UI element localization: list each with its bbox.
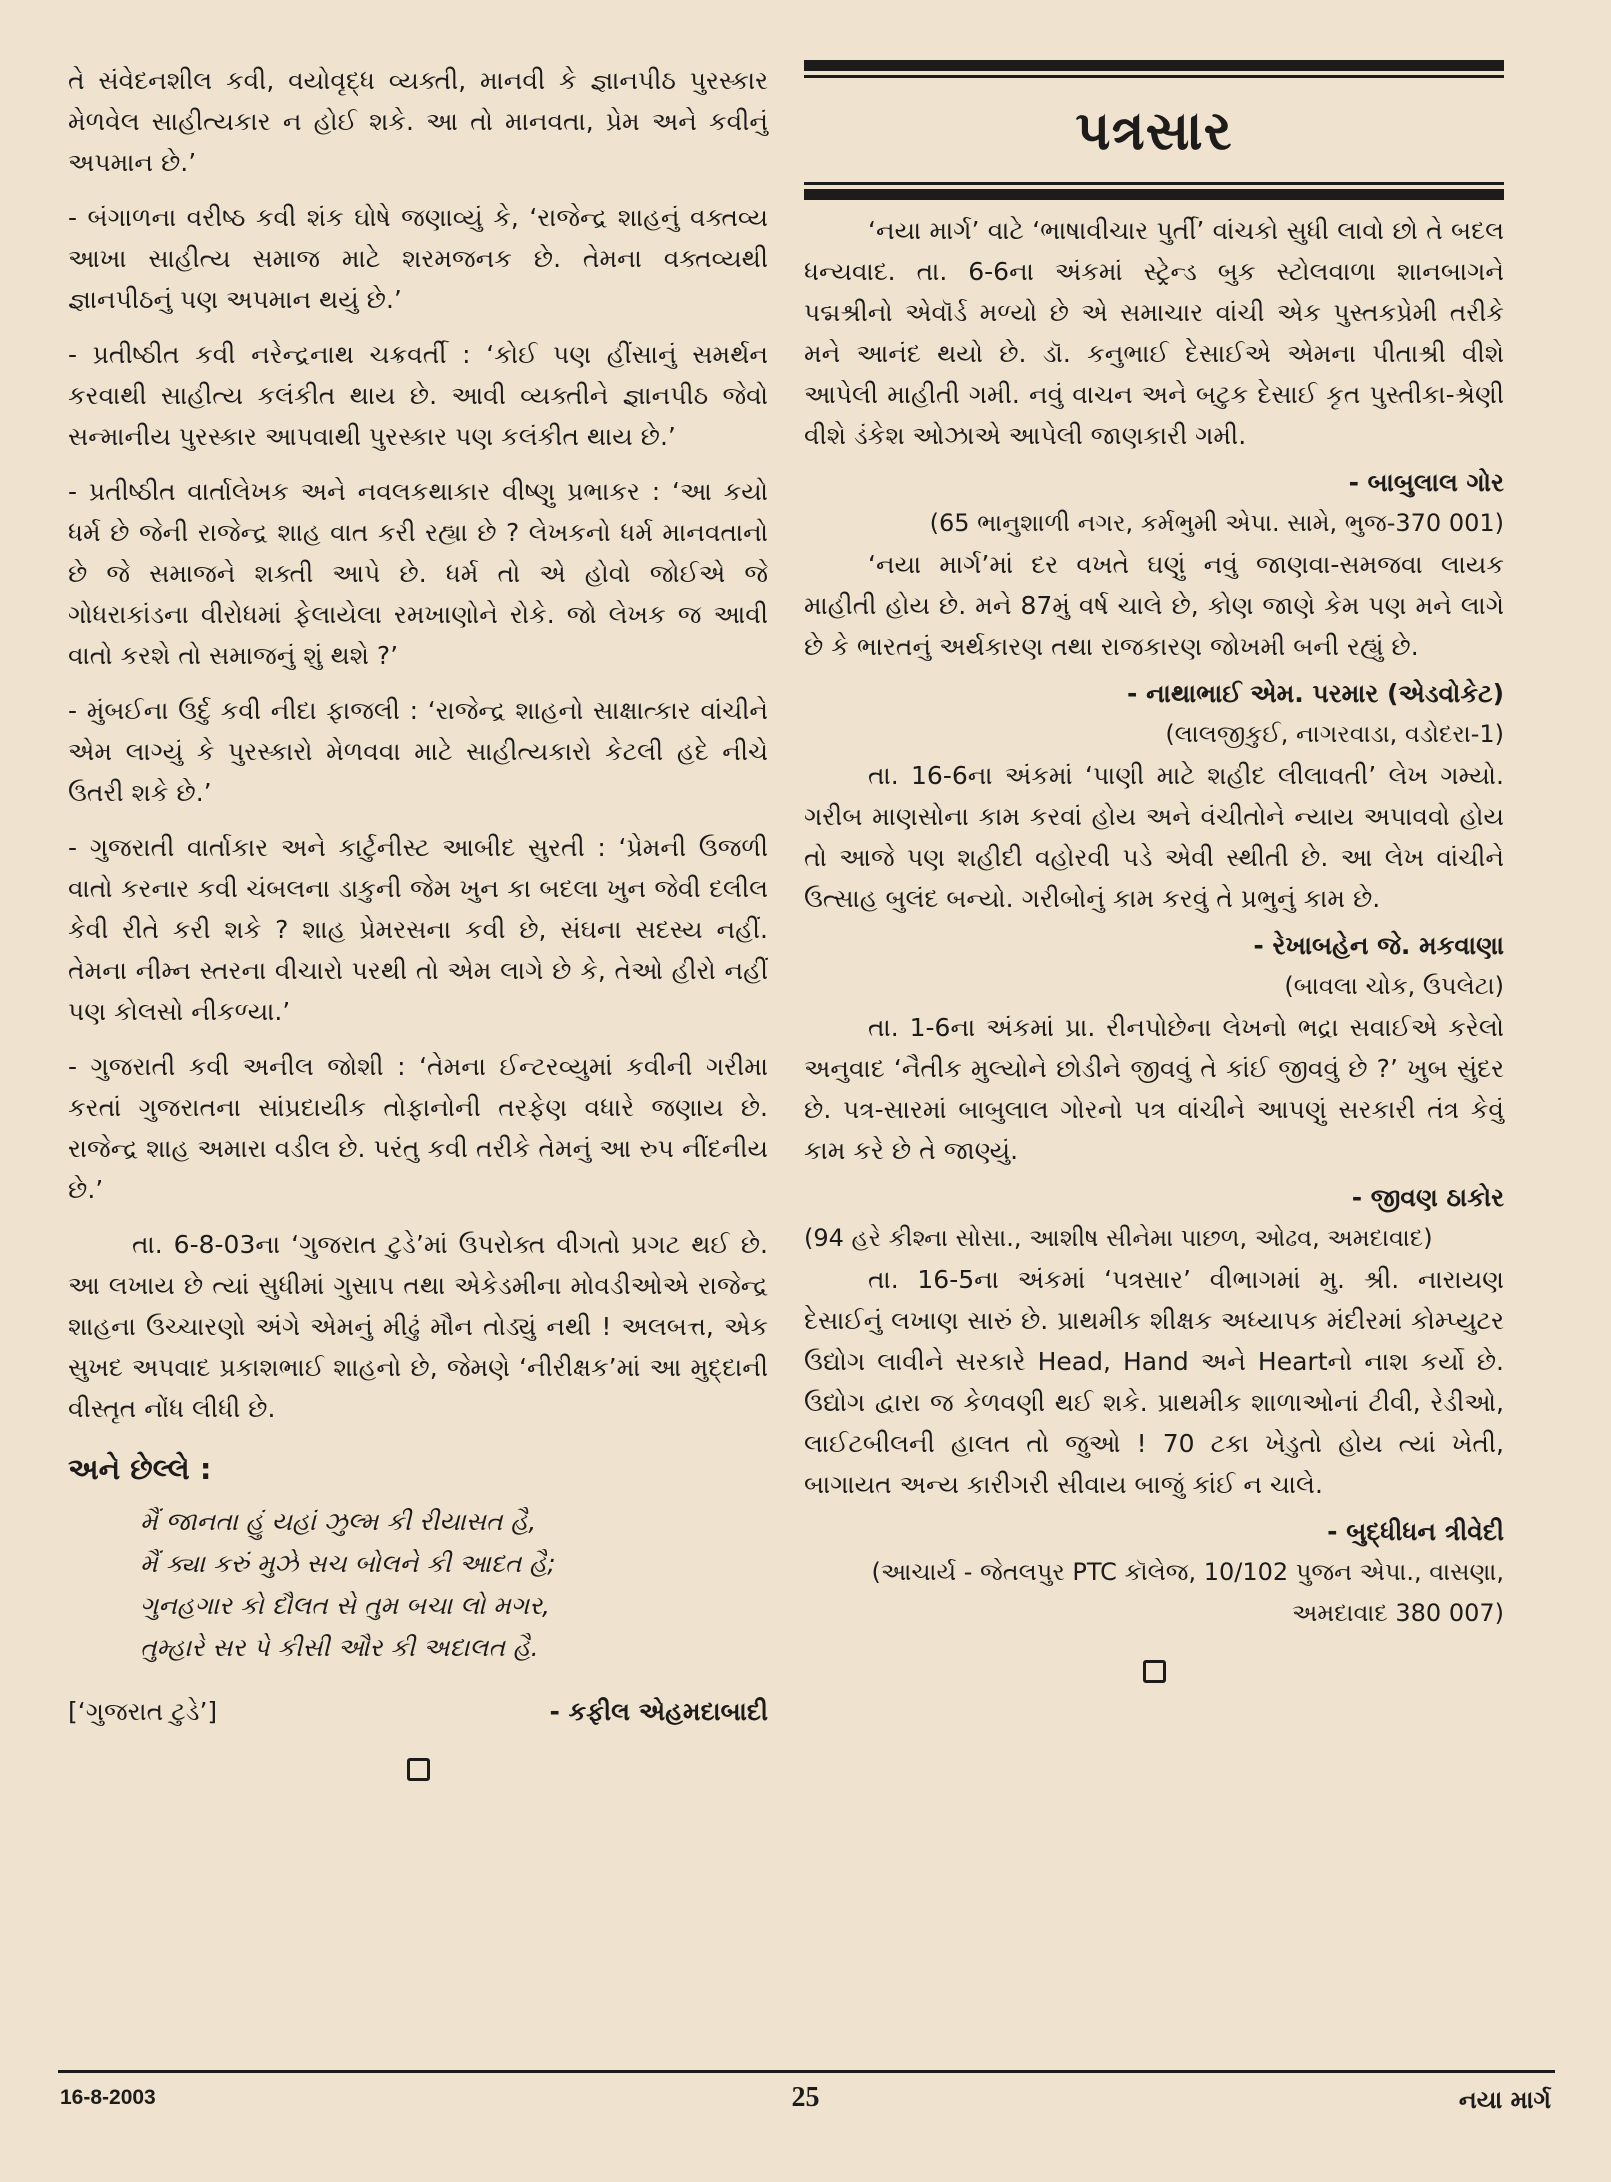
letter-signature: - બાબુલાલ ગોર [1348, 468, 1504, 497]
letter [804, 210, 1504, 544]
issue-date: 16-8-2003 [60, 2086, 156, 2109]
article-paragraph: - ગુજરાતી કવી અનીલ જોશી : ‘તેમના ઈન્ટરવ્યુમાં કવીની ગરીમા કરતાં ગુજરાતના સાંપ્રદાયીક તોફાનોની તરફેણ વધારે જણાય છે. રાજેન્દ્ર શાહ અમારા વડીલ છે. પરંતુ કવી તરીકે તેમનું આ રુપ નીંદનીય છે.’ [68, 1052, 768, 1204]
title-rule-top-thin [804, 75, 1504, 78]
letter [804, 755, 1504, 1007]
section-title: પત્રસાર [1075, 99, 1233, 162]
article-paragraph: તા. 6-8-03ના ‘ગુજરાત ટુડે’માં ઉપરોક્ત વીગતો પ્રગટ થઈ છે. આ લખાય છે ત્યાં સુધીમાં ગુસાપ તથા એકેડમીના મોવડીઓએ રાજેન્દ્ર શાહના ઉચ્ચારણો અંગે એમનું મીઢું મૌન તોડ્યું નથી ! અલબત્ત, એક સુખદ અપવાદ પ્રકાશભાઈ શાહનો છે, જેમણે ‘નીરીક્ષક’માં આ મુદ્દાની વીસ્તૃત નોંધ લીધી છે. [68, 1230, 768, 1423]
letter-signature: - બુદ્ધીધન ત્રીવેદી [1327, 1517, 1504, 1546]
letter-address: (બાવલા ચોક, ઉપલેટા) [1284, 972, 1504, 1000]
letter-text: તા. 16-6ના અંકમાં ‘પાણી માટે શહીદ લીલાવતી’ લેખ ગમ્યો. ગરીબ માણસોના કામ કરવાં હોય અને વંચીતોને ન્યાય અપાવવો હોય તો આજે પણ શહીદી વહોરવી પડે એવી સ્થીતી છે. આ લેખ વાંચીને ઉત્સાહ બુલંદ બન્યો. ગરીબોનું કામ કરવું તે પ્રભુનું કામ છે. [804, 761, 1504, 913]
left-column [68, 60, 768, 1781]
article-paragraph: - ગુજરાતી વાર્તાકાર અને કાર્ટુનીસ્ટ આબીદ સુરતી : ‘પ્રેમની ઉજળી વાતો કરનાર કવી ચંબલના ડાકુની જેમ ખુન કા બદલા ખુન જેવી દલીલ કેવી રીતે કરી શકે ? શાહ પ્રેમરસના કવી છે, સંઘના સદસ્ય નહીં. તેમના નીમ્ન સ્તરના વીચારો પરથી તો એમ લાગે છે કે, તેઓ હીરો નહીં પણ કોલસો નીકળ્યા.’ [68, 833, 768, 1026]
letter-address: (આચાર્ય - જેતલપુર PTC કૉલેજ, 10/102 પુજન એપા., વાસણા, અમદાવાદ 380 007) [871, 1558, 1504, 1627]
poem-line: તુમ્હારે સર પે કીસી ઔર કી અદાલત હૈ. [140, 1633, 539, 1662]
title-rule-bottom-thin [804, 182, 1504, 185]
poem-line: ગુનહગાર કો દૌલત સે તુમ બચા લો મગર, [140, 1591, 550, 1620]
article-paragraph: - પ્રતીષ્ઠીત વાર્તાલેખક અને નવલકથાકાર વીષ્ણુ પ્રભાકર : ‘આ કયો ધર્મ છે જેની રાજેન્દ્ર શાહ વાત કરી રહ્યા છે ? લેખકનો ધર્મ માનવતાનો છે જે સમાજને શક્તી આપે છે. ધર્મ તો એ હોવો જોઈએ જે ગોધરાકાંડના વીરોધમાં ફેલાયેલા રમખાણોને રોકે. જો લેખક જ આવી વાતો કરશે તો સમાજનું શું થશે ?’ [68, 477, 768, 670]
poem-source: [‘ગુજરાત ટુડે’] [68, 1697, 218, 1726]
footer-rule [58, 2070, 1555, 2073]
letter-text: ‘નયા માર્ગ’માં દર વખતે ઘણું નવું જાણવા-સમજવા લાયક માહીતી હોય છે. મને 87મું વર્ષ ચાલે છે, કોણ જાણે કેમ પણ મને લાગે છે કે ભારતનું અર્થકારણ તથા રાજકારણ જોખમી બની રહ્યું છે. [804, 550, 1504, 661]
letter-address: (લાલજીકુઈ, નાગરવાડા, વડોદરા-1) [1165, 720, 1504, 748]
letter-text: તા. 16-5ના અંકમાં ‘પત્રસાર’ વીભાગમાં મુ. શ્રી. નારાયણ દેસાઈનું લખાણ સારું છે. પ્રાથમીક શીક્ષક અધ્યાપક મંદીરમાં કોમ્પ્યુટર ઉદ્યોગ લાવીને સરકારે Head, Hand અને Heartનો નાશ કર્યો છે. ઉદ્યોગ દ્વારા જ કેળવણી થઈ શકે. પ્રાથમીક શાળાઓનાં ટીવી, રેડીઓ, લાઈટબીલની હાલત તો જુઓ ! 70 ટકા ખેડુતો હોય ત્યાં ખેતી, બાગાયત અન્ય કારીગરી સીવાય બાજું કાંઈ ન ચાલે. [804, 1265, 1504, 1499]
letter-signature: - નાથાભાઈ એમ. પરમાર (એડવોકેટ) [1126, 679, 1504, 708]
poet-name: - કફીલ એહમદાબાદી [549, 1697, 768, 1726]
page-footer [60, 2080, 1551, 2120]
poem-line: મૈં જાનતા હું યહાં ઝુલ્મ કી રીયાસત હૈ, [140, 1507, 537, 1536]
closing-heading: અને છેલ્લે : [68, 1452, 212, 1486]
letter-signature: - જીવણ ઠાકોર [1351, 1183, 1504, 1212]
letter-text: તા. 1-6ના અંકમાં પ્રા. રીનપોછેના લેખનો ભદ્રા સવાઈએ કરેલો અનુવાદ ‘નૈતીક મુલ્યોને છોડીને જીવવું તે કાંઈ જીવવું છે ?’ ખુબ સુંદર છે. પત્ર-સારમાં બાબુલાલ ગોરનો પત્ર વાંચીને આપણું સરકારી તંત્ર કેવું કામ કરે છે તે જાણ્યું. [804, 1013, 1504, 1165]
title-rule-bottom [804, 189, 1504, 200]
article-paragraph: - મુંબઈના ઉર્દુ કવી નીદા ફાજલી : ‘રાજેન્દ્ર શાહનો સાક્ષાત્કાર વાંચીને એમ લાગ્યું કે પુરસ્કારો મેળવવા માટે સાહીત્યકારો કેટલી હદે નીચે ઉતરી શકે છે.’ [68, 696, 768, 807]
poem-line: મૈં ક્યા કરું મુઝે સચ બોલને કી આદત હૈ; [140, 1549, 556, 1578]
letter [804, 1259, 1504, 1634]
article-paragraph: - પ્રતીષ્ઠીત કવી નરેન્દ્રનાથ ચક્રવર્તી : ‘કોઈ પણ હીંસાનું સમર્થન કરવાથી સાહીત્ય કલંકીત થાય છે. આવી વ્યક્તીને જ્ઞાનપીઠ જેવો સન્માનીય પુરસ્કાર આપવાથી પુરસ્કાર પણ કલંકીત થાય છે.’ [68, 340, 768, 451]
letter-signature: - રેખાબહેન જે. મકવાણા [1253, 931, 1504, 960]
letter-address: (94 હરે કીશ્ના સોસા., આશીષ સીનેમા પાછળ, ઓઢવ, અમદાવાદ) [804, 1224, 1433, 1252]
letter-text: ‘નયા માર્ગ’ વાટે ‘ભાષાવીચાર પુર્તી’ વાંચકો સુધી લાવો છો તે બદલ ધન્યવાદ. તા. 6-6ના અંકમાં સ્ટ્રેન્ડ બુક સ્ટોલવાળા શાનબાગને પદ્મશ્રીનો એવૉર્ડ મળ્યો છે એ સમાચાર વાંચી એક પુસ્તકપ્રેમી તરીકે મને આનંદ થયો છે. ડૉ. કનુભાઈ દેસાઈએ એમના પીતાશ્રી વીશે આપેલી માહીતી ગમી. નવું વાચન અને બટુક દેસાઈ કૃત પુસ્તીકા-શ્રેણી વીશે ડંકેશ ઓઝાએ આપેલી જાણકારી ગમી. [804, 216, 1504, 450]
title-rule-top [804, 60, 1504, 71]
poem-credit [68, 1691, 768, 1732]
letter [804, 1007, 1504, 1259]
end-mark-icon [407, 1758, 430, 1781]
article-paragraph: તે સંવેદનશીલ કવી, વયોવૃદ્ધ વ્યક્તી, માનવી કે જ્ઞાનપીઠ પુરસ્કાર મેળવેલ સાહીત્યકાર ન હોઈ શકે. આ તો માનવતા, પ્રેમ અને કવીનું અપમાન છે.’ [68, 66, 768, 177]
right-column [804, 60, 1504, 1683]
letter [804, 544, 1504, 755]
article-paragraph: - બંગાળના વરીષ્ઠ કવી શંક ઘોષે જણાવ્યું કે, ‘રાજેન્દ્ર શાહનું વક્તવ્ય આખા સાહીત્ય સમાજ માટે શરમજનક છે. તેમના વક્તવ્યથી જ્ઞાનપીઠનું પણ અપમાન થયું છે.’ [68, 203, 768, 314]
letter-address: (65 ભાનુશાળી નગર, કર્મભુમી એપા. સામે, ભુજ-370 001) [929, 509, 1504, 537]
page-number: 25 [791, 2082, 820, 2113]
magazine-name: નયા માર્ગ [1458, 2086, 1551, 2114]
end-mark-icon [1143, 1660, 1166, 1683]
closing-poem [140, 1501, 768, 1669]
